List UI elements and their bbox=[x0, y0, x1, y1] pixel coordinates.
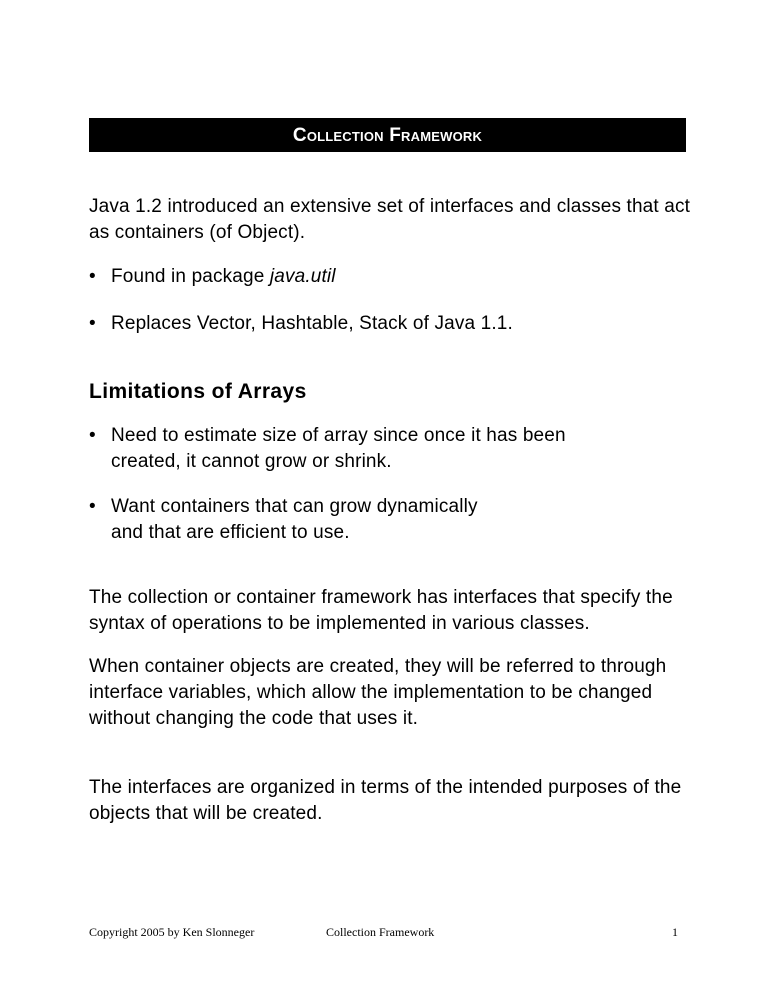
intro-paragraph: Java 1.2 introduced an extensive set of interfaces and classes that act as containers (of Object). bbox=[89, 196, 691, 243]
footer-title: Collection Framework bbox=[326, 925, 435, 939]
bullet-text: Replaces Vector, Hashtable, Stack of Java 1.1. bbox=[111, 313, 513, 334]
bullet-icon: • bbox=[89, 266, 96, 287]
bullet-text: created, it cannot grow or shrink. bbox=[111, 451, 392, 472]
bullet-item bbox=[89, 423, 699, 475]
bullet-text: and that are efficient to use. bbox=[111, 522, 350, 543]
bullet-icon: • bbox=[89, 313, 96, 334]
page-number: 1 bbox=[672, 925, 678, 939]
bullet-text: Want containers that can grow dynamically bbox=[111, 496, 478, 517]
bullet-item bbox=[89, 264, 699, 290]
bullet-item bbox=[89, 494, 699, 546]
footer-copyright: Copyright 2005 by Ken Slonneger bbox=[89, 925, 255, 939]
bullet-text: Found in package bbox=[111, 266, 270, 287]
bullet-icon: • bbox=[89, 496, 96, 517]
bullet-item bbox=[89, 311, 699, 337]
bullet-text: Need to estimate size of array since once it has been bbox=[111, 425, 566, 446]
package-name: java.util bbox=[269, 266, 336, 287]
paragraph: The collection or container framework has interfaces that specify the syntax of operations to be implemented in various classes. bbox=[89, 587, 673, 634]
section-heading: Limitations of Arrays bbox=[89, 380, 307, 403]
bullet-icon: • bbox=[89, 425, 96, 446]
paragraph: When container objects are created, they will be referred to through interface variables, which allow the implementation to be changed without changing the code that uses it. bbox=[89, 656, 667, 729]
paragraph: The interfaces are organized in terms of the intended purposes of the objects that will be created. bbox=[89, 777, 682, 824]
page-title: Collection Framework bbox=[89, 118, 686, 152]
